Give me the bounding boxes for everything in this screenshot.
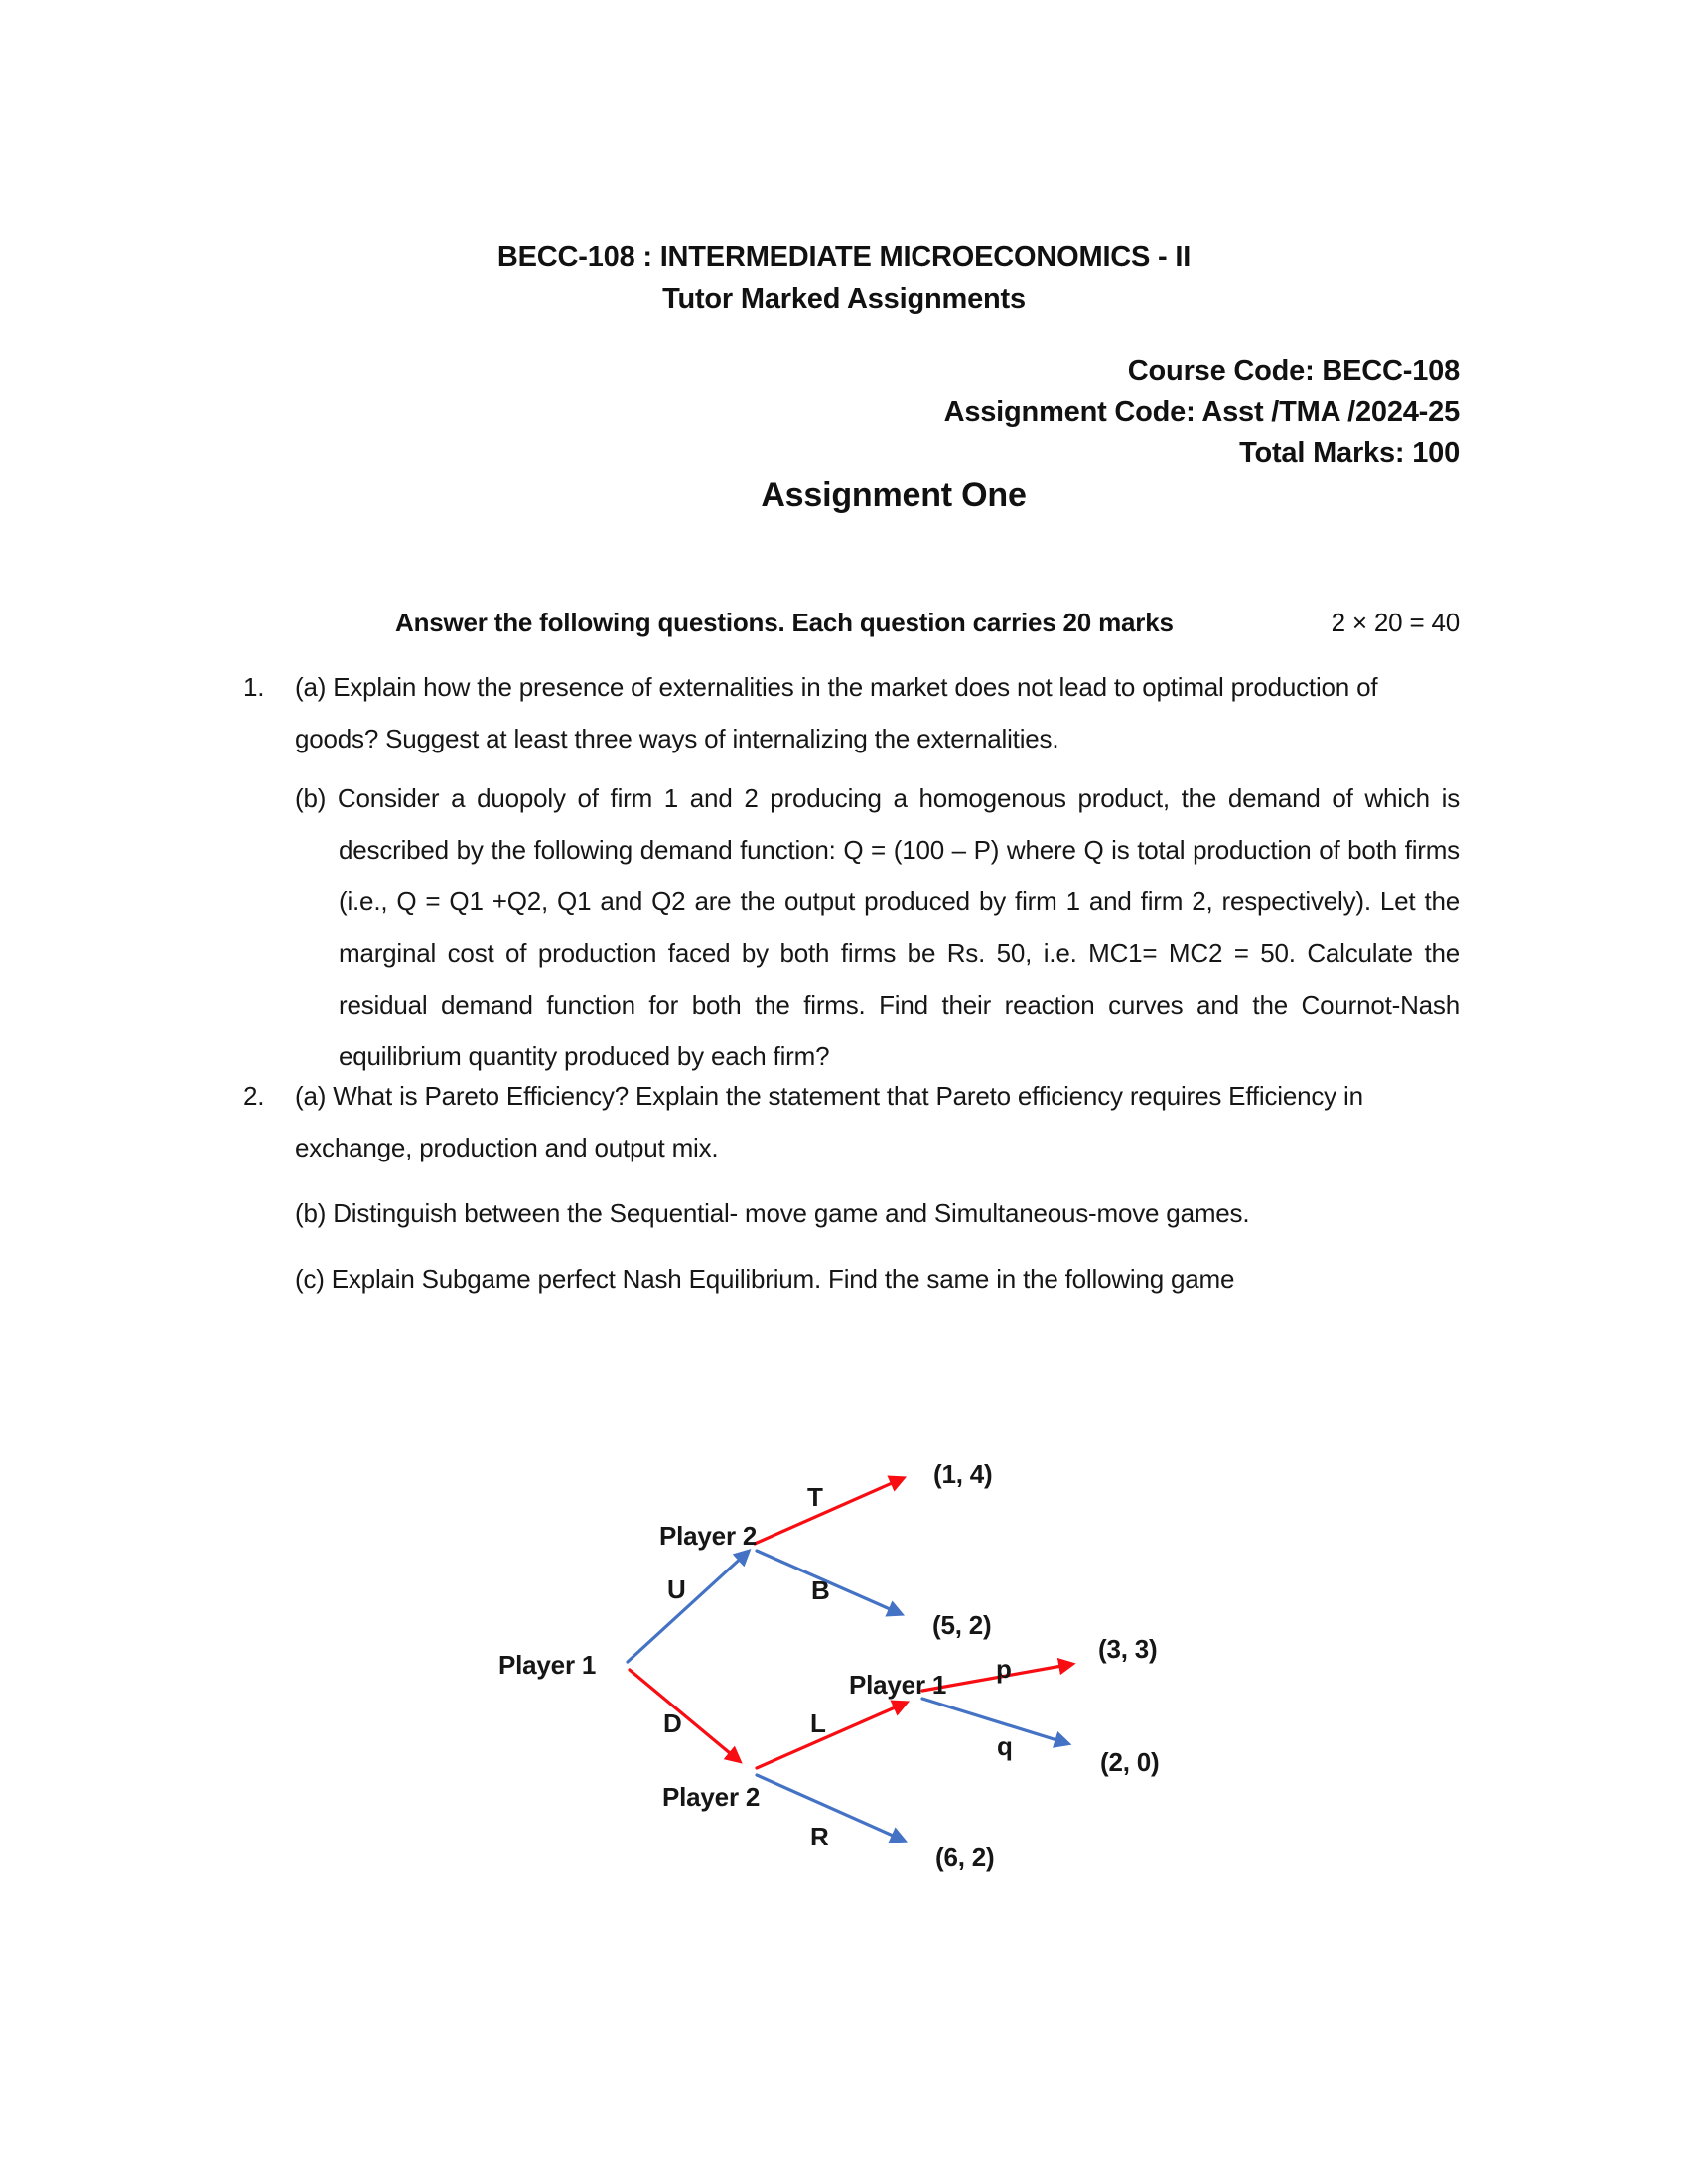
payoff-label-B: (5, 2) [932,1610,992,1640]
assignment-code: Assignment Code: Asst /TMA /2024-25 [943,396,1460,428]
tree-node-label-player1-root: Player 1 [498,1650,597,1680]
tree-node-label-player2-upper: Player 2 [659,1521,758,1551]
edge-D-arrow [630,1670,736,1758]
edge-label-p: p [996,1654,1012,1684]
edge-label-T: T [807,1482,823,1512]
total-marks: Total Marks: 100 [1239,437,1460,469]
edge-U-arrow [628,1555,745,1662]
question-2a-text: (a) What is Pareto Efficiency? Explain the statement that Pareto efficiency requires Efficiency in exchange, production and output mix. [295,1081,1363,1162]
document-subtitle: Tutor Marked Assignments [662,283,1026,315]
meta-block [944,351,1460,474]
question-1b-text: (b) Consider a duopoly of firm 1 and 2 producing a homogenous product, the demand of which is described by the following demand function: Q = (100 – P) where Q is total production of both firms (i.e., Q = Q1 +Q2, Q1 and Q2 are the output produced by firm 1 and firm 2, respectively). Let the marginal cost of production faced by both firms be Rs. 50, i.e. MC1= MC2 = 50. Calculate the residual demand function for both the firms. Find their reaction curves and the Cournot-Nash equilibrium quantity produced by each firm? [295,783,1460,1071]
tree-node-label-player1-second: Player 1 [849,1670,947,1700]
instruction-marks: 2 × 20 = 40 [1331,608,1460,637]
instruction-row [395,608,1460,638]
payoff-label-q: (2, 0) [1100,1747,1160,1777]
edge-L-arrow [757,1705,902,1768]
question-2a [243,1070,1460,1173]
edge-label-q: q [997,1731,1013,1761]
edge-label-U: U [667,1574,686,1604]
question-2c-text: (c) Explain Subgame perfect Nash Equilibrium. Find the same in the following game [295,1264,1235,1294]
edge-label-R: R [810,1822,829,1851]
question-1a [243,661,1460,764]
course-code: Course Code: BECC-108 [1127,355,1460,387]
payoff-label-T: (1, 4) [933,1459,993,1489]
course-title: BECC-108 : INTERMEDIATE MICROECONOMICS - II [496,241,1192,273]
question-1-number: 1. [243,672,265,702]
question-2-number: 2. [243,1081,265,1111]
payoff-label-p: (3, 3) [1098,1634,1158,1664]
edge-T-arrow [755,1480,899,1544]
document-header [99,236,1589,320]
instruction-text: Answer the following questions. Each question carries 20 marks [395,608,1174,637]
question-2b-text: (b) Distinguish between the Sequential- move game and Simultaneous-move games. [295,1198,1250,1228]
section-heading: Assignment One [761,477,1027,514]
tree-node-label-player2-lower: Player 2 [662,1782,761,1812]
question-1a-text: (a) Explain how the presence of externalities in the market does not lead to optimal production of goods? Suggest at least three ways of internalizing the externalities. [295,672,1378,753]
payoff-label-R: (6, 2) [935,1843,995,1872]
edge-label-B: B [811,1575,830,1605]
edge-label-L: L [810,1708,826,1738]
edge-q-arrow [922,1699,1063,1742]
edge-label-D: D [663,1708,682,1738]
